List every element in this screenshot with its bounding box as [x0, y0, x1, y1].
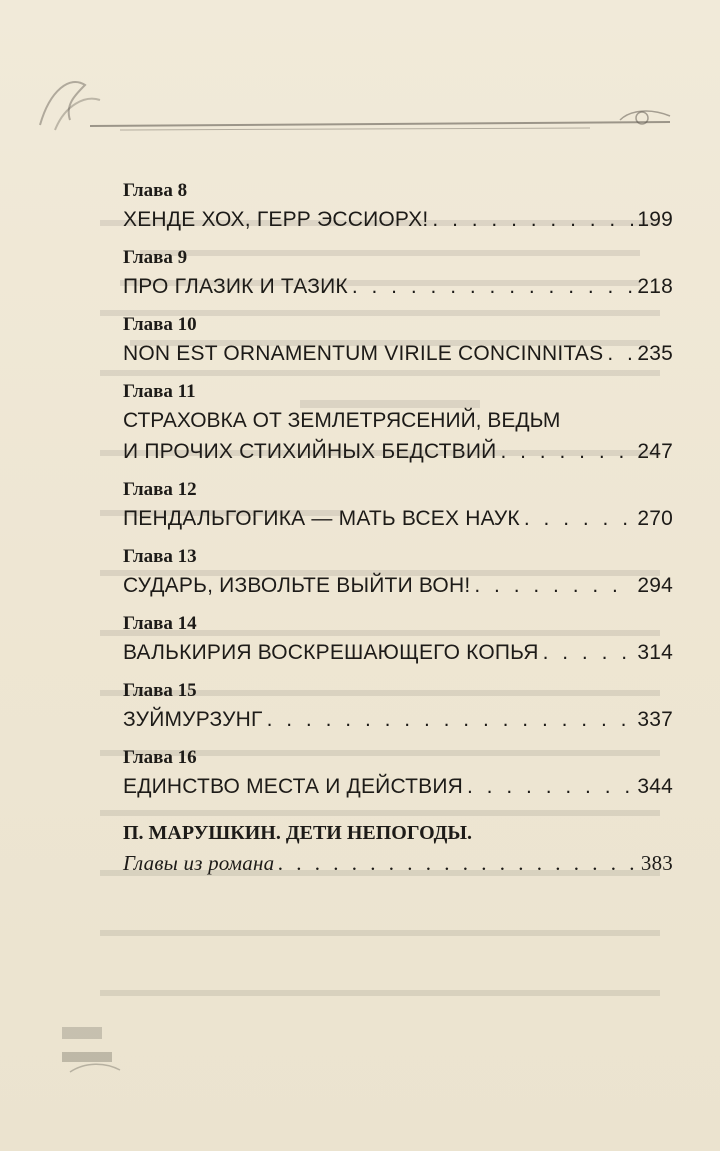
dot-leader: [352, 271, 634, 302]
toc-entry: [123, 312, 673, 369]
chapter-title: ПЕНДАЛЬГОГИКА — МАТЬ ВСЕХ НАУК: [123, 507, 520, 530]
chapter-title: NON EST ORNAMENTUM VIRILE CONCINNITAS: [123, 342, 604, 365]
dot-leader: [267, 704, 634, 735]
section-title: П. МАРУШКИН. ДЕТИ НЕПОГОДЫ.: [123, 822, 473, 844]
page-number: 344: [637, 775, 673, 798]
chapter-line: [123, 271, 673, 302]
chapter-line: [123, 338, 673, 369]
page-number: 199: [637, 208, 673, 231]
toc-entry: [123, 178, 673, 235]
dot-leader: [524, 503, 633, 534]
toc-entry: [123, 611, 673, 668]
toc-section: [123, 818, 673, 879]
table-of-contents: [123, 178, 673, 879]
toc-entry: [123, 678, 673, 735]
section-subtitle: Главы из романа: [123, 851, 275, 875]
chapter-line: [123, 436, 673, 467]
dot-leader: [474, 570, 633, 601]
chapter-title-line1: СТРАХОВКА ОТ ЗЕМЛЕТРЯСЕНИЙ, ВЕДЬМ: [123, 409, 561, 432]
section-line: [123, 848, 673, 879]
page-number: 218: [637, 275, 673, 298]
dot-leader: [543, 637, 634, 668]
page-number: 314: [637, 641, 673, 664]
chapter-label: Глава 16: [123, 747, 197, 768]
chapter-line: [123, 771, 673, 802]
chapter-line: [123, 204, 673, 235]
chapter-label: Глава 14: [123, 613, 197, 634]
chapter-title-line2: И ПРОЧИХ СТИХИЙНЫХ БЕДСТВИЙ: [123, 440, 497, 463]
header-ornament: [30, 70, 690, 140]
page-number: 270: [637, 507, 673, 530]
page-number: 383: [640, 851, 673, 875]
toc-entry: [123, 245, 673, 302]
toc-entry: [123, 477, 673, 534]
chapter-title: СУДАРЬ, ИЗВОЛЬТЕ ВЫЙТИ ВОН!: [123, 574, 471, 597]
chapter-title: ПРО ГЛАЗИК И ТАЗИК: [123, 275, 348, 298]
chapter-line: [123, 570, 673, 601]
dot-leader: [278, 848, 637, 879]
chapter-label: Глава 9: [123, 247, 188, 268]
page-number: 337: [637, 708, 673, 731]
chapter-label: Глава 15: [123, 680, 197, 701]
page-number: 294: [637, 574, 673, 597]
toc-entry: [123, 544, 673, 601]
page-number: 247: [637, 440, 673, 463]
chapter-label: Глава 10: [123, 314, 197, 335]
dot-leader: [607, 338, 633, 369]
dot-leader: [432, 204, 633, 235]
chapter-line: [123, 637, 673, 668]
chapter-title: ЕДИНСТВО МЕСТА И ДЕЙСТВИЯ: [123, 775, 464, 798]
toc-entry: [123, 745, 673, 802]
chapter-label: Глава 8: [123, 180, 188, 201]
chapter-label: Глава 11: [123, 381, 196, 402]
chapter-title: ХЕНДЕ ХОХ, ГЕРР ЭССИОРХ!: [123, 208, 429, 231]
page-number: 235: [637, 342, 673, 365]
dot-leader: [500, 436, 633, 467]
chapter-label: Глава 13: [123, 546, 197, 567]
chapter-label: Глава 12: [123, 479, 197, 500]
chapter-line: [123, 503, 673, 534]
chapter-title: ЗУЙМУРЗУНГ: [123, 708, 263, 731]
dot-leader: [467, 771, 633, 802]
chapter-title: ВАЛЬКИРИЯ ВОСКРЕШАЮЩЕГО КОПЬЯ: [123, 641, 539, 664]
footer-ornament: [60, 1022, 130, 1077]
chapter-line: [123, 704, 673, 735]
toc-entry: [123, 379, 673, 467]
